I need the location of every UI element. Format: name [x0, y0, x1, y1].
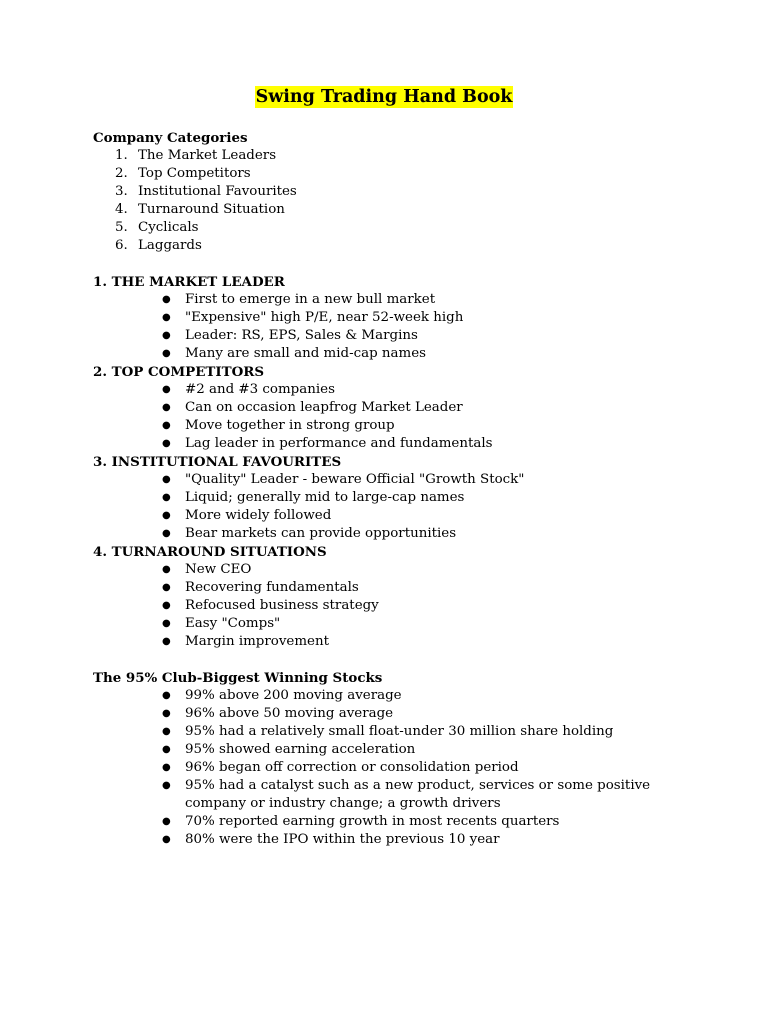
bullet-item — [93, 777, 713, 813]
bullet-text: Recovering fundamentals — [185, 580, 359, 595]
bullet-text: 96% above 50 moving average — [185, 706, 394, 721]
bullet-item — [93, 381, 713, 399]
club-bullets — [93, 687, 713, 849]
bullet-item — [93, 399, 713, 417]
bullet-item — [93, 291, 713, 309]
bullet-text: 70% reported earning growth in most recents quarters — [185, 814, 560, 829]
bullet-item — [93, 615, 713, 633]
bullet-text: 96% began off correction or consolidation period — [185, 760, 519, 775]
bullet-text: Liquid; generally mid to large-cap names — [185, 490, 465, 505]
bullet-text: "Quality" Leader - beware Official "Growth Stock" — [185, 472, 525, 487]
document-body — [93, 129, 713, 849]
bullet-icon: ● — [162, 528, 171, 539]
bullet-item — [93, 345, 713, 363]
bullet-text: "Expensive" high P/E, near 52-week high — [185, 310, 464, 325]
categories-list — [93, 147, 713, 255]
list-item-label: Laggards — [138, 238, 202, 253]
bullet-item — [93, 741, 713, 759]
bullet-item — [93, 489, 713, 507]
list-item — [93, 165, 713, 183]
page-title: Swing Trading Hand Book — [255, 87, 513, 107]
list-number: 2. — [115, 166, 128, 181]
bullet-item — [93, 435, 713, 453]
bullet-icon: ● — [162, 384, 171, 395]
bullet-icon: ● — [162, 474, 171, 485]
bullet-icon: ● — [162, 348, 171, 359]
bullet-item — [93, 633, 713, 651]
bullet-text: 80% were the IPO within the previous 10 year — [185, 832, 500, 847]
list-number: 3. — [115, 184, 128, 199]
bullet-text: Refocused business strategy — [185, 598, 379, 613]
section-heading-market-leader: 1. THE MARKET LEADER — [93, 274, 285, 290]
list-number: 1. — [115, 148, 128, 163]
bullet-text: Easy "Comps" — [185, 616, 281, 631]
bullet-text: 95% had a catalyst such as a new product, services or some positive company or industry change; a growth drivers — [185, 778, 651, 811]
institutional-favourites-bullets — [93, 471, 713, 543]
bullet-item — [93, 417, 713, 435]
bullet-text: Can on occasion leapfrog Market Leader — [185, 400, 463, 415]
bullet-icon: ● — [162, 294, 171, 305]
bullet-item — [93, 471, 713, 489]
bullet-icon: ● — [162, 510, 171, 521]
bullet-text: Leader: RS, EPS, Sales & Margins — [185, 328, 418, 343]
list-item — [93, 219, 713, 237]
bullet-icon: ● — [162, 636, 171, 647]
bullet-icon: ● — [162, 618, 171, 629]
bullet-text: Margin improvement — [185, 634, 329, 649]
list-number: 4. — [115, 202, 128, 217]
list-item-label: Cyclicals — [138, 220, 199, 235]
section-spacer — [93, 651, 713, 669]
bullet-item — [93, 597, 713, 615]
bullet-icon: ● — [162, 600, 171, 611]
bullet-icon: ● — [162, 402, 171, 413]
bullet-item — [93, 831, 713, 849]
bullet-item — [93, 705, 713, 723]
bullet-text: More widely followed — [185, 508, 332, 523]
list-item — [93, 147, 713, 165]
bullet-text: Bear markets can provide opportunities — [185, 526, 457, 541]
bullet-item — [93, 327, 713, 345]
bullet-icon: ● — [162, 564, 171, 575]
bullet-icon: ● — [162, 708, 171, 719]
list-item-label: Turnaround Situation — [138, 202, 285, 217]
bullet-icon: ● — [162, 330, 171, 341]
turnaround-situations-bullets — [93, 561, 713, 651]
bullet-item — [93, 525, 713, 543]
bullet-item — [93, 309, 713, 327]
title-container — [0, 86, 768, 108]
bullet-text: #2 and #3 companies — [185, 382, 335, 397]
bullet-icon: ● — [162, 816, 171, 827]
section-heading-top-competitors: 2. TOP COMPETITORS — [93, 364, 265, 380]
bullet-icon: ● — [162, 744, 171, 755]
list-item — [93, 237, 713, 255]
bullet-item — [93, 723, 713, 741]
bullet-icon: ● — [162, 492, 171, 503]
bullet-icon: ● — [162, 762, 171, 773]
bullet-text: Lag leader in performance and fundamentals — [185, 436, 493, 451]
bullet-item — [93, 579, 713, 597]
bullet-text: First to emerge in a new bull market — [185, 292, 436, 307]
bullet-item — [93, 687, 713, 705]
bullet-icon: ● — [162, 726, 171, 737]
bullet-text: 95% had a relatively small float-under 30 million share holding — [185, 724, 614, 739]
list-item — [93, 201, 713, 219]
bullet-text: New CEO — [185, 562, 252, 577]
bullet-text: 95% showed earning acceleration — [185, 742, 416, 757]
bullet-icon: ● — [162, 438, 171, 449]
section-heading-turnaround-situations: 4. TURNAROUND SITUATIONS — [93, 544, 327, 560]
bullet-item — [93, 507, 713, 525]
bullet-item — [93, 759, 713, 777]
bullet-icon: ● — [162, 690, 171, 701]
list-item-label: Institutional Favourites — [138, 184, 297, 199]
bullet-item — [93, 561, 713, 579]
bullet-icon: ● — [162, 312, 171, 323]
market-leader-bullets — [93, 291, 713, 363]
top-competitors-bullets — [93, 381, 713, 453]
bullet-text: 99% above 200 moving average — [185, 688, 402, 703]
list-number: 5. — [115, 220, 128, 235]
section-heading-institutional-favourites: 3. INSTITUTIONAL FAVOURITES — [93, 454, 342, 470]
list-item-label: Top Competitors — [138, 166, 251, 181]
bullet-icon: ● — [162, 834, 171, 845]
list-item-label: The Market Leaders — [138, 148, 277, 163]
bullet-item — [93, 813, 713, 831]
list-item — [93, 183, 713, 201]
bullet-icon: ● — [162, 582, 171, 593]
bullet-text: Many are small and mid-cap names — [185, 346, 427, 361]
bullet-text: Move together in strong group — [185, 418, 395, 433]
bullet-icon: ● — [162, 780, 171, 791]
section-spacer — [93, 255, 713, 273]
categories-heading: Company Categories — [93, 130, 248, 146]
club-heading: The 95% Club-Biggest Winning Stocks — [93, 670, 383, 686]
list-number: 6. — [115, 238, 128, 253]
bullet-icon: ● — [162, 420, 171, 431]
